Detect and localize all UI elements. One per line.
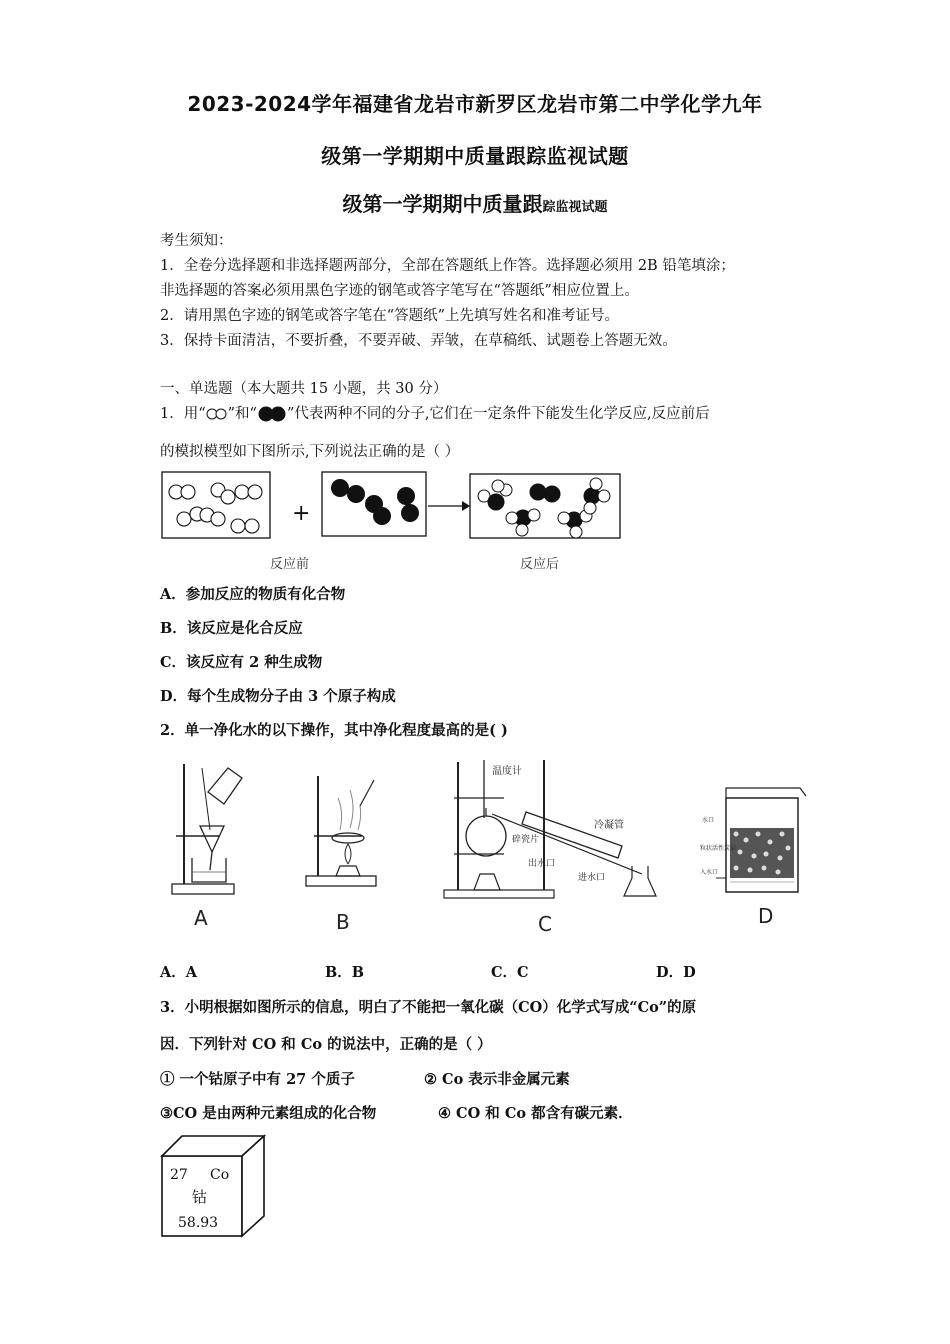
- d-out-label: 水口: [702, 817, 715, 824]
- q2-option-b[interactable]: B．B: [325, 964, 365, 981]
- figure-a-letter: A: [194, 906, 208, 930]
- black-molecule-icon: [257, 406, 287, 422]
- stones-label: 碎瓷片: [512, 835, 540, 845]
- reaction-arrow-head: [462, 501, 470, 511]
- notice-item: 1．全卷分选择题和非选择题两部分，全部在答题纸上作答。选择题必须用 2B 铅笔填涂；: [160, 258, 735, 274]
- reaction-model-figure: [160, 468, 630, 543]
- d-in-label: 入水口: [700, 869, 719, 876]
- q2-option-a[interactable]: A．A: [160, 964, 198, 981]
- q3-statement-1: ① 一个钴原子中有 27 个质子: [160, 1071, 355, 1088]
- water-in-label: 进水口: [578, 873, 606, 883]
- figure-a-filtration: [160, 760, 250, 900]
- q1-stem-part: 1．用“: [160, 406, 206, 422]
- title-line-3-small: 踪监视试题: [542, 200, 608, 215]
- q1-stem-line-1: [160, 402, 710, 423]
- element-mass: 58.93: [178, 1215, 219, 1231]
- q1-stem-line-2: 的模拟模型如下图所示,下列说法正确的是（ ）: [160, 444, 460, 460]
- caption-after: 反应后: [520, 557, 560, 572]
- white-molecules: [169, 483, 262, 533]
- figure-d-letter: D: [758, 904, 774, 928]
- d-carbon-label: 粒状活性炭层: [700, 845, 737, 852]
- figure-b-letter: B: [336, 910, 350, 934]
- element-cube: [160, 1134, 268, 1238]
- title-line-2: 级第一学期期中质量跟踪监视试题: [321, 144, 629, 168]
- element-name: 钴: [192, 1188, 208, 1206]
- q2-option-d[interactable]: D．D: [656, 964, 696, 981]
- q1-option-d[interactable]: D．每个生成物分子由 3 个原子构成: [160, 688, 396, 705]
- condenser-label: 冷凝管: [594, 820, 624, 831]
- notice-item: 2．请用黑色字迹的钢笔或答字笔在“答题纸”上先填写姓名和准考证号。: [160, 308, 620, 324]
- notice-item: 非选择题的答案必须用黑色字迹的钢笔或答字笔写在“答题纸”相应位置上。: [160, 283, 639, 299]
- q1-stem-part: ”和“: [227, 406, 257, 422]
- q1-option-b[interactable]: B．该反应是化合反应: [160, 620, 303, 637]
- figure-d-carbon-filter: [700, 782, 810, 900]
- section-heading: 一、单选题（本大题共 15 小题，共 30 分）: [160, 381, 448, 397]
- plus-sign: +: [292, 501, 311, 526]
- figure-c-letter: C: [538, 912, 552, 936]
- element-symbol: Co: [210, 1167, 230, 1183]
- black-molecules: [331, 479, 419, 525]
- notice-item: 3．保持卡面清洁，不要折叠，不要弄破、弄皱，在草稿纸、试题卷上答题无效。: [160, 333, 677, 349]
- q2-option-c[interactable]: C．C: [491, 964, 529, 981]
- white-molecule-icon: [206, 408, 228, 420]
- title-line-3: [0, 188, 950, 217]
- product-molecules: [478, 478, 610, 538]
- q3-statement-3: ③CO 是由两种元素组成的化合物: [160, 1105, 377, 1122]
- title-line-1: 2023-2024学年福建省龙岩市新罗区龙岩市第二中学化学九年: [187, 92, 763, 116]
- q3-statement-2: ② Co 表示非金属元素: [424, 1071, 570, 1088]
- element-number: 27: [170, 1167, 188, 1183]
- q2-stem: 2．单一净化水的以下操作，其中净化程度最高的是( ): [160, 722, 508, 739]
- title-line-3-big: 级第一学期期中质量跟: [342, 192, 543, 216]
- figure-b-evaporation: [300, 772, 390, 894]
- water-out-label: 出水口: [528, 859, 556, 869]
- caption-before: 反应前: [270, 557, 310, 572]
- q1-option-a[interactable]: A．参加反应的物质有化合物: [160, 586, 346, 603]
- q1-option-c[interactable]: C．该反应有 2 种生成物: [160, 654, 323, 671]
- notice-heading: 考生须知：: [160, 233, 233, 249]
- q3-statement-4: ④ CO 和 Co 都含有碳元素．: [438, 1105, 633, 1122]
- q3-stem-line-2: 因．下列针对 CO 和 Co 的说法中，正确的是（ ）: [160, 1036, 492, 1053]
- figure-c-distillation: [444, 756, 674, 901]
- q3-stem-line-1: 3．小明根据如图所示的信息，明白了不能把一氧化碳（CO）化学式写成“Co”的原: [160, 999, 697, 1016]
- q1-stem-part: ”代表两种不同的分子,它们在一定条件下能发生化学反应,反应前后: [286, 406, 710, 422]
- thermometer-label: 温度计: [492, 766, 522, 777]
